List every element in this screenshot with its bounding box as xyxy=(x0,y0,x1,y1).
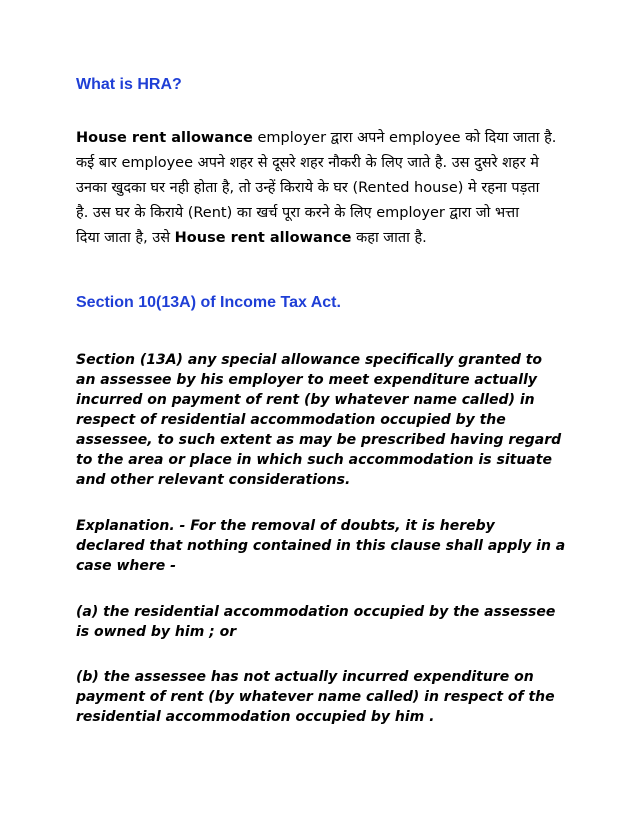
clause-a-paragraph xyxy=(76,602,576,642)
hra-line-3: उनका खुदका घर नही होता है, तो उन्हें किराये के घर (Rented house) मे रहना पड़ता xyxy=(76,180,540,196)
hra-line-5 xyxy=(76,226,576,251)
section-line: to the area or place in which such accommodation is situate xyxy=(76,452,552,468)
hra-line-1-rest: employer द्वारा अपने employee को दिया जाता है. xyxy=(252,130,557,146)
clause-b-line: (b) the assessee has not actually incurred expenditure on xyxy=(76,669,534,685)
explanation-line: declared that nothing contained in this clause shall apply in a xyxy=(76,538,566,554)
hra-line-5-start: दिया जाता है, उसे xyxy=(76,230,175,246)
hra-term-bold: House rent allowance xyxy=(76,130,253,146)
explanation-paragraph xyxy=(76,516,576,576)
section-line: Section (13A) any special allowance specifically granted to xyxy=(76,352,543,368)
section-line: incurred on payment of rent (by whatever name called) in xyxy=(76,392,535,408)
heading-what-is-hra: What is HRA? xyxy=(76,76,182,93)
clause-b-line: residential accommodation occupied by him . xyxy=(76,709,435,725)
clause-a-line: (a) the residential accommodation occupied by the assessee xyxy=(76,604,556,620)
clause-b-line: payment of rent (by whatever name called) in respect of the xyxy=(76,689,555,705)
section-line: an assessee by his employer to meet expenditure actually xyxy=(76,372,538,388)
section-line: and other relevant considerations. xyxy=(76,472,351,488)
explanation-line: Explanation. - For the removal of doubts, it is hereby xyxy=(76,518,495,534)
hra-line-5-end: कहा जाता है. xyxy=(351,230,427,246)
hra-line-1 xyxy=(76,126,576,151)
explanation-line: case where - xyxy=(76,558,176,574)
section-line: respect of residential accommodation occupied by the xyxy=(76,412,506,428)
clause-b-paragraph xyxy=(76,667,576,727)
hra-line-4: है. उस घर के किराये (Rent) का खर्च पूरा करने के लिए employer द्वारा जो भत्ता xyxy=(76,205,519,221)
section-13a-paragraph xyxy=(76,350,576,490)
hra-line-5-bold: House rent allowance xyxy=(174,230,352,246)
hra-definition-paragraph xyxy=(76,126,576,251)
section-line: assessee, to such extent as may be prescribed having regard xyxy=(76,432,562,448)
hra-line-2: कई बार employee अपने शहर से दूसरे शहर नौकरी के लिए जाते है. उस दुसरे शहर मे xyxy=(76,155,539,171)
clause-a-line: is owned by him ; or xyxy=(76,624,237,640)
heading-section-10-13a: Section 10(13A) of Income Tax Act. xyxy=(76,294,341,311)
